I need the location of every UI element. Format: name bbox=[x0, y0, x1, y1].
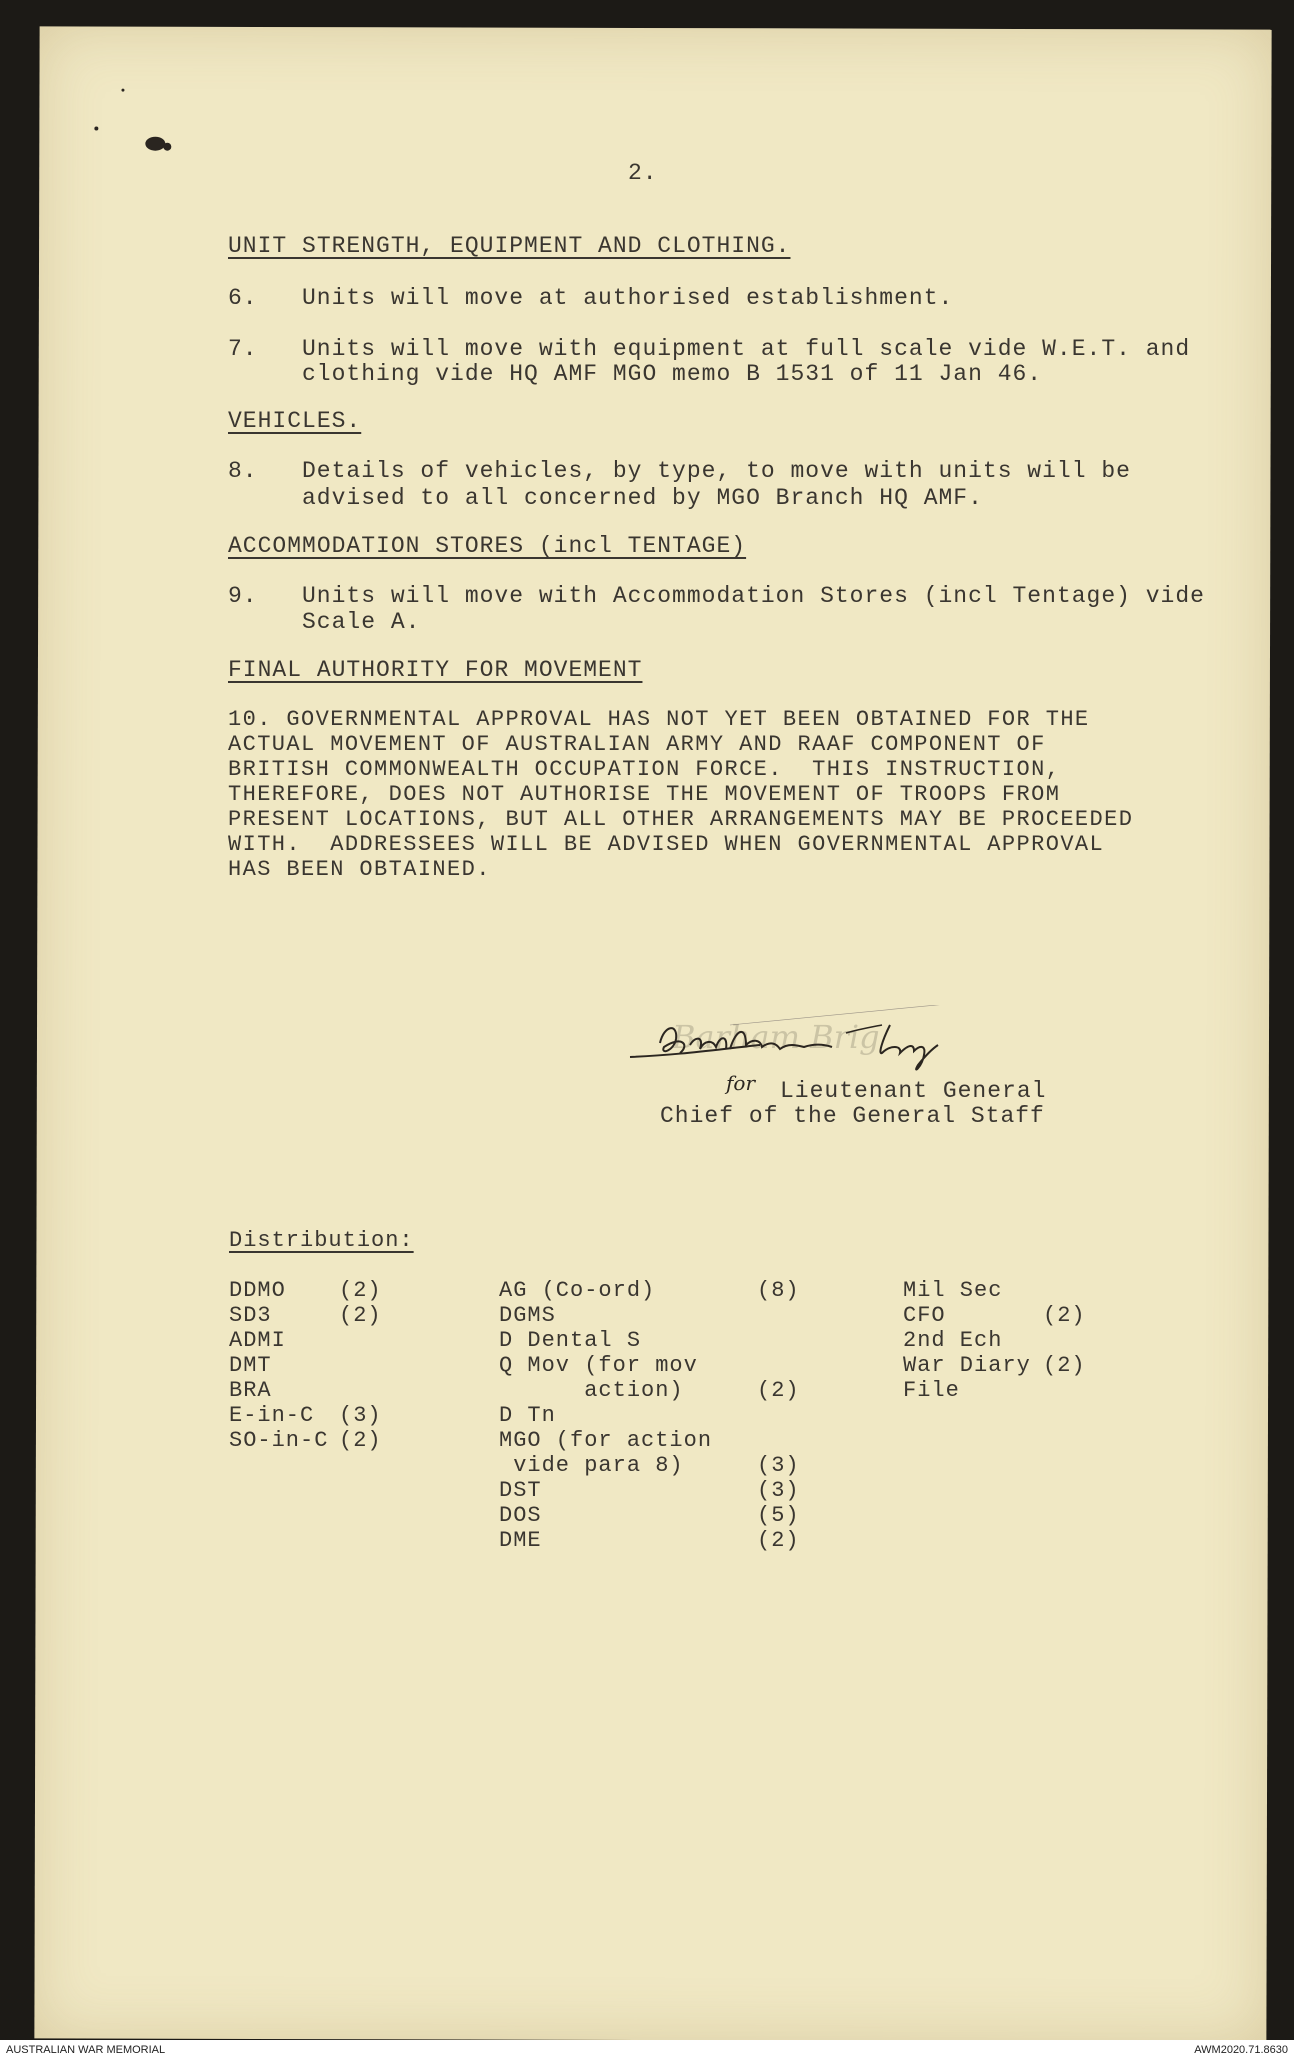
heading-unit-strength: UNIT STRENGTH, EQUIPMENT AND CLOTHING. bbox=[228, 233, 791, 259]
distribution-entry: DMT bbox=[229, 1353, 272, 1378]
para-6-text: Units will move at authorised establishment. bbox=[302, 285, 954, 311]
distribution-entry: D Tn bbox=[499, 1403, 556, 1428]
distribution-entry: 2nd Ech bbox=[903, 1328, 1003, 1353]
heading-accommodation: ACCOMMODATION STORES (incl TENTAGE) bbox=[228, 533, 747, 559]
distribution-count: (2) bbox=[757, 1378, 800, 1403]
para-number: 9. bbox=[228, 583, 258, 609]
para-10-line: THEREFORE, DOES NOT AUTHORISE THE MOVEMENT OF TROOPS FROM bbox=[228, 782, 1061, 807]
para-10-line: ACTUAL MOVEMENT OF AUSTRALIAN ARMY AND RAAF COMPONENT OF bbox=[228, 732, 1046, 757]
signature-text: Barham Brig bbox=[672, 1018, 880, 1056]
distribution-entry: CFO bbox=[903, 1303, 946, 1328]
distribution-count: (2) bbox=[1043, 1353, 1086, 1378]
para-8-line: advised to all concerned by MGO Branch HQ AMF. bbox=[302, 485, 983, 511]
distribution-entry: ADMI bbox=[229, 1328, 286, 1353]
para-number: 7. bbox=[228, 336, 258, 362]
para-9-line: Scale A. bbox=[302, 609, 421, 635]
distribution-entry: DGMS bbox=[499, 1303, 556, 1328]
para-10-line: PRESENT LOCATIONS, BUT ALL OTHER ARRANGEMENTS MAY BE PROCEEDED bbox=[228, 807, 1134, 832]
distribution-count: (3) bbox=[757, 1478, 800, 1503]
distribution-entry: BRA bbox=[229, 1378, 272, 1403]
para-10-line: BRITISH COMMONWEALTH OCCUPATION FORCE. THIS INSTRUCTION, bbox=[228, 757, 1061, 782]
para-7-line: Units will move with equipment at full scale vide W.E.T. and bbox=[302, 336, 1191, 362]
heading-final-authority: FINAL AUTHORITY FOR MOVEMENT bbox=[228, 657, 643, 683]
distribution-entry: SD3 bbox=[229, 1303, 272, 1328]
distribution-entry: vide para 8) bbox=[499, 1453, 684, 1478]
signature-for-mark: for bbox=[726, 1071, 756, 1095]
distribution-entry: War Diary bbox=[903, 1353, 1031, 1378]
archive-footer bbox=[0, 2040, 1294, 2061]
distribution-entry: DDMO bbox=[229, 1278, 286, 1303]
distribution-count: (2) bbox=[757, 1528, 800, 1553]
distribution-count: (2) bbox=[339, 1278, 382, 1303]
signatory-rank: Lieutenant General bbox=[780, 1078, 1047, 1104]
footer-institution: AUSTRALIAN WAR MEMORIAL bbox=[6, 2044, 166, 2056]
distribution-entry: DOS bbox=[499, 1503, 542, 1528]
heading-vehicles: VEHICLES. bbox=[228, 408, 362, 434]
page-number: 2. bbox=[628, 160, 658, 186]
para-number: 6. bbox=[228, 285, 258, 311]
distribution-entry: DST bbox=[499, 1478, 542, 1503]
distribution-count: (3) bbox=[339, 1403, 382, 1428]
distribution-entry: action) bbox=[499, 1378, 684, 1403]
distribution-count: (2) bbox=[1043, 1303, 1086, 1328]
distribution-count: (2) bbox=[339, 1428, 382, 1453]
para-10-line: WITH. ADDRESSEES WILL BE ADVISED WHEN GOVERNMENTAL APPROVAL bbox=[228, 832, 1105, 857]
distribution-entry: Mil Sec bbox=[903, 1278, 1003, 1303]
distribution-entry: AG (Co-ord) bbox=[499, 1278, 656, 1303]
signatory-title: Chief of the General Staff bbox=[660, 1103, 1045, 1129]
distribution-label: Distribution: bbox=[229, 1228, 414, 1253]
para-number: 8. bbox=[228, 458, 258, 484]
para-9-line: Units will move with Accommodation Stores (incl Tentage) vide bbox=[302, 583, 1205, 609]
distribution-count: (3) bbox=[757, 1453, 800, 1478]
distribution-count: (8) bbox=[757, 1278, 800, 1303]
para-10-line: 10. GOVERNMENTAL APPROVAL HAS NOT YET BEEN OBTAINED FOR THE bbox=[228, 707, 1090, 732]
distribution-count: (5) bbox=[757, 1503, 800, 1528]
distribution-entry: Q Mov (for mov bbox=[499, 1353, 698, 1378]
distribution-entry: MGO (for action bbox=[499, 1428, 713, 1453]
distribution-entry: File bbox=[903, 1378, 960, 1403]
para-8-line: Details of vehicles, by type, to move with units will be bbox=[302, 458, 1131, 484]
distribution-count: (2) bbox=[339, 1303, 382, 1328]
para-10-line: HAS BEEN OBTAINED. bbox=[228, 857, 491, 882]
para-7-line: clothing vide HQ AMF MGO memo B 1531 of 11 Jan 46. bbox=[302, 361, 1043, 387]
distribution-entry: E-in-C bbox=[229, 1403, 315, 1428]
distribution-entry: DME bbox=[499, 1528, 542, 1553]
footer-reference: AWM2020.71.8630 bbox=[1194, 2044, 1288, 2056]
distribution-entry: D Dental S bbox=[499, 1328, 642, 1353]
distribution-entry: SO-in-C bbox=[229, 1428, 329, 1453]
